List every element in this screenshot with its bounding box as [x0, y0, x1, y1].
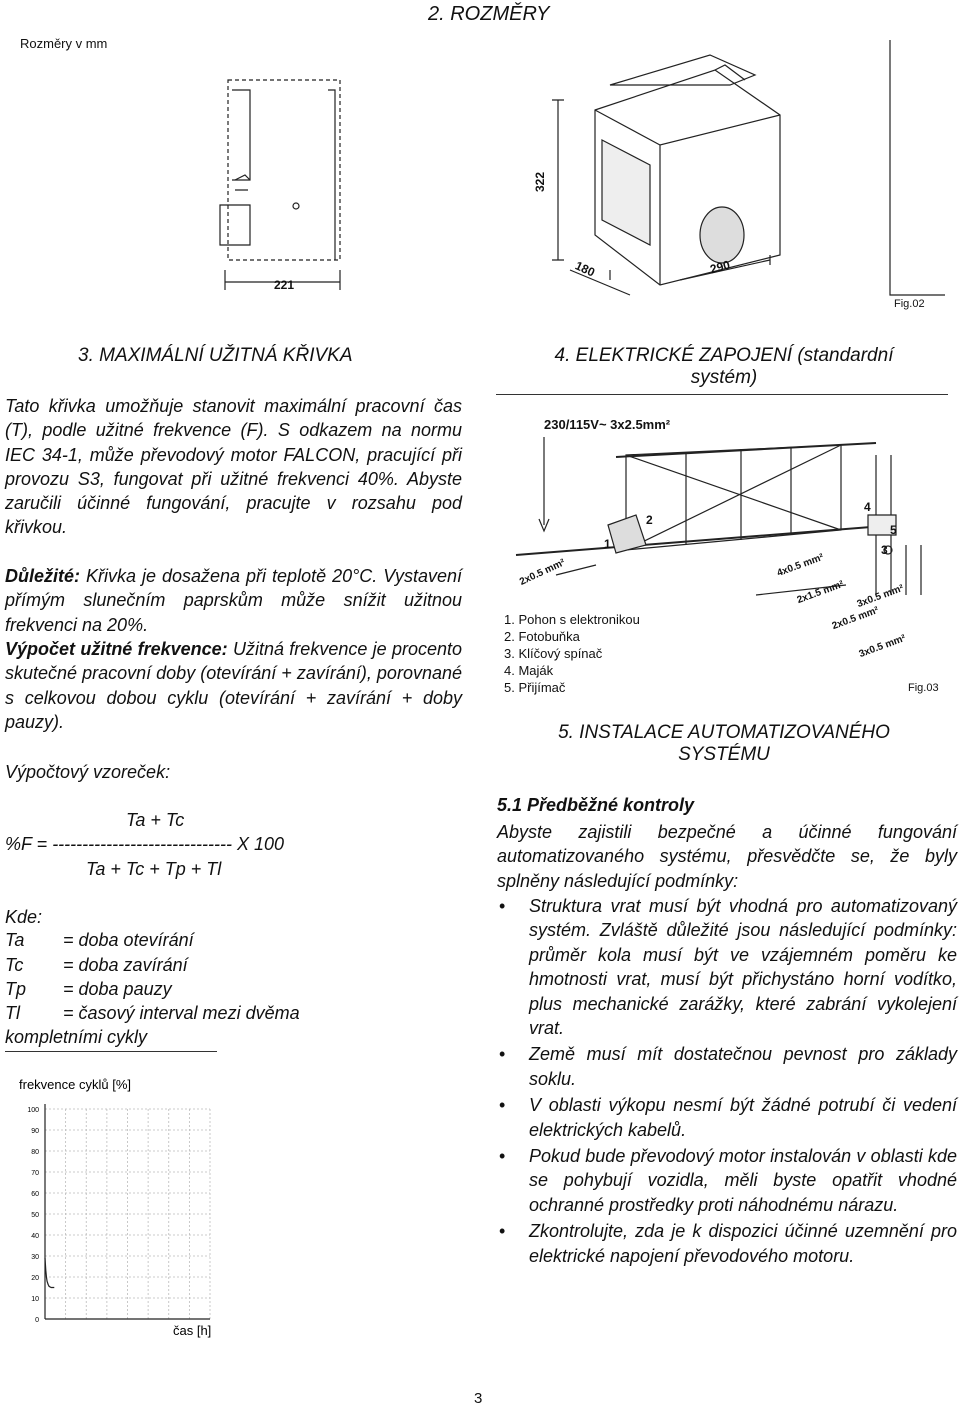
section5-title: 5. INSTALACE AUTOMATIZOVANÉHO SYSTÉMU [558, 722, 890, 765]
y-tick-label: 20 [31, 1275, 39, 1282]
formula-numerator: Ta + Tc [126, 810, 185, 830]
definition-tl: Tl = časový interval mezi dvěma [5, 1003, 300, 1023]
y-tick-label: 50 [31, 1212, 39, 1219]
y-tick-label: 90 [31, 1128, 39, 1135]
cable-tag: 2x1.5 mm² [795, 578, 846, 607]
section5-intro: Abyste zajistili bezpečné a účinné fungování automatizovaného systému, přesvědčte se, že byly splněny následující podmínky: [497, 822, 957, 891]
cable-label: 230/115V~ 3x2.5mm² [544, 417, 671, 432]
y-tick-label: 40 [31, 1233, 39, 1240]
y-tick-label: 80 [31, 1149, 39, 1156]
cable-tag: 2x0.5 mm² [517, 557, 567, 588]
list-item: • Pokud bude převodový motor instalován v oblasti kde se pohybují vozidla, měli byste opatřit vhodné ochranné prostředky proti náhodnému nárazu. [499, 1146, 957, 1215]
chart-ylabel: frekvence cyklů [%] [19, 1077, 131, 1092]
page-title: 2. ROZMĚRY [428, 3, 550, 25]
dimensions-caption: Rozměry v mm [20, 36, 108, 51]
wiring-legend [504, 611, 640, 696]
legend-item: 2. Fotobuňka [504, 629, 580, 644]
section4-title: 4. ELEKTRICKÉ ZAPOJENÍ (standardní systém) [554, 345, 894, 388]
cable-tag: 3x0.5 mm² [857, 632, 908, 661]
section3-intro: Tato křivka umožňuje stanovit maximální pracovní čas (T), podle užitné frekvence (F). S odkazem na normu IEC 34-1, může převodový motor FALCON, pracující při provozu S3, fungovat při užitné frekvenci 40%. Abyste zaručili účinné fungování, pracujte v rozsahu pod křivkou. [5, 396, 462, 538]
y-tick-label: 0 [35, 1317, 39, 1324]
legend-item: 1. Pohon s elektronikou [504, 612, 640, 627]
cable-tag: 3x0.5 mm² [855, 582, 906, 611]
y-tick-label: 10 [31, 1296, 39, 1303]
fig02-label: Fig.02 [894, 298, 925, 310]
duty-cycle-curve [45, 1258, 54, 1287]
calc-text: Užitná frekvence je procento skutečné pracovní doby (otevírání + zavírání), porovnané s celkovou dobou cyklu (otevírání + zavírání + doby pauzy). [5, 639, 463, 732]
formula-line: %F = ------------------------------ X 100 [5, 834, 285, 854]
important-label: Důležité: [5, 566, 81, 586]
callout-1: 1 [604, 537, 611, 551]
definition-tc: Tc = doba zavírání [5, 955, 188, 975]
callout-5: 5 [890, 523, 897, 537]
y-tick-label: 60 [31, 1191, 39, 1198]
duty-cycle-chart [5, 1064, 219, 1340]
dimension-height-label: 322 [533, 171, 548, 193]
cable-tag: 2x0.5 mm² [830, 604, 881, 633]
where-label: Kde: [5, 907, 43, 927]
section5-subtitle: 5.1 Předběžné kontroly [497, 795, 695, 815]
wiring-figure [496, 394, 948, 697]
page-number: 3 [474, 1390, 483, 1407]
fig03-label: Fig.03 [908, 682, 939, 694]
formula-heading: Výpočtový vzoreček: [5, 762, 171, 782]
chart-xlabel: čas [h] [173, 1323, 212, 1338]
section3-important [5, 564, 462, 637]
important-text: Křivka je dosažena při teplotě 20°C. Vystavení přímým slunečním paprskům může snížit užitnou frekvenci na 20%. [5, 566, 462, 635]
callout-4: 4 [864, 500, 871, 514]
definitions-underline [5, 1051, 217, 1052]
list-item: • V oblasti výkopu nesmí být žádné potrubí či vedení elektrických kabelů. [499, 1095, 957, 1140]
legend-item: 5. Přijímač [504, 680, 566, 695]
definition-tl-tail: kompletními cykly [5, 1027, 148, 1047]
callout-2: 2 [646, 513, 653, 527]
section3-calculation [5, 637, 462, 734]
callout-3: 3 [881, 543, 888, 557]
y-tick-label: 30 [31, 1254, 39, 1261]
dimension-length-label: 290 [708, 257, 732, 277]
dimension-width-label: 221 [274, 278, 295, 292]
duty-cycle-chart-svg [5, 1064, 219, 1340]
section3-title: 3. MAXIMÁLNÍ UŽITNÁ KŘIVKA [78, 345, 353, 366]
list-item: • Země musí mít dostatečnou pevnost pro základy soklu. [499, 1044, 957, 1089]
list-item: • Zkontrolujte, zda je k dispozici účinné uzemnění pro elektrické napojení převodového motoru. [499, 1221, 957, 1266]
legend-item: 3. Klíčový spínač [504, 646, 603, 661]
cable-tag: 4x0.5 mm² [775, 551, 826, 580]
conditions-list [497, 894, 957, 1270]
y-tick-label: 100 [27, 1107, 39, 1114]
dimensions-figure [10, 30, 945, 312]
definition-tp: Tp = doba pauzy [5, 979, 172, 999]
dimension-depth-label: 180 [572, 258, 598, 280]
definition-ta: Ta = doba otevírání [5, 930, 194, 950]
dimensions-drawing [10, 30, 945, 312]
list-item: • Struktura vrat musí být vhodná pro automatizovaný systém. Zvláště důležité jsou následující podmínky: průměr kola musí být ve vzájemném poměru ke hmotnosti vrat, musí být přichystáno horní vodítko, plus mechanické zarážky, které zabrání vykolejení vrat. [499, 896, 957, 1039]
legend-item: 4. Maják [504, 663, 554, 678]
calc-label: Výpočet užitné frekvence: [5, 639, 228, 659]
y-tick-label: 70 [31, 1170, 39, 1177]
formula-denominator: Ta + Tc + Tp + Tl [86, 859, 222, 879]
